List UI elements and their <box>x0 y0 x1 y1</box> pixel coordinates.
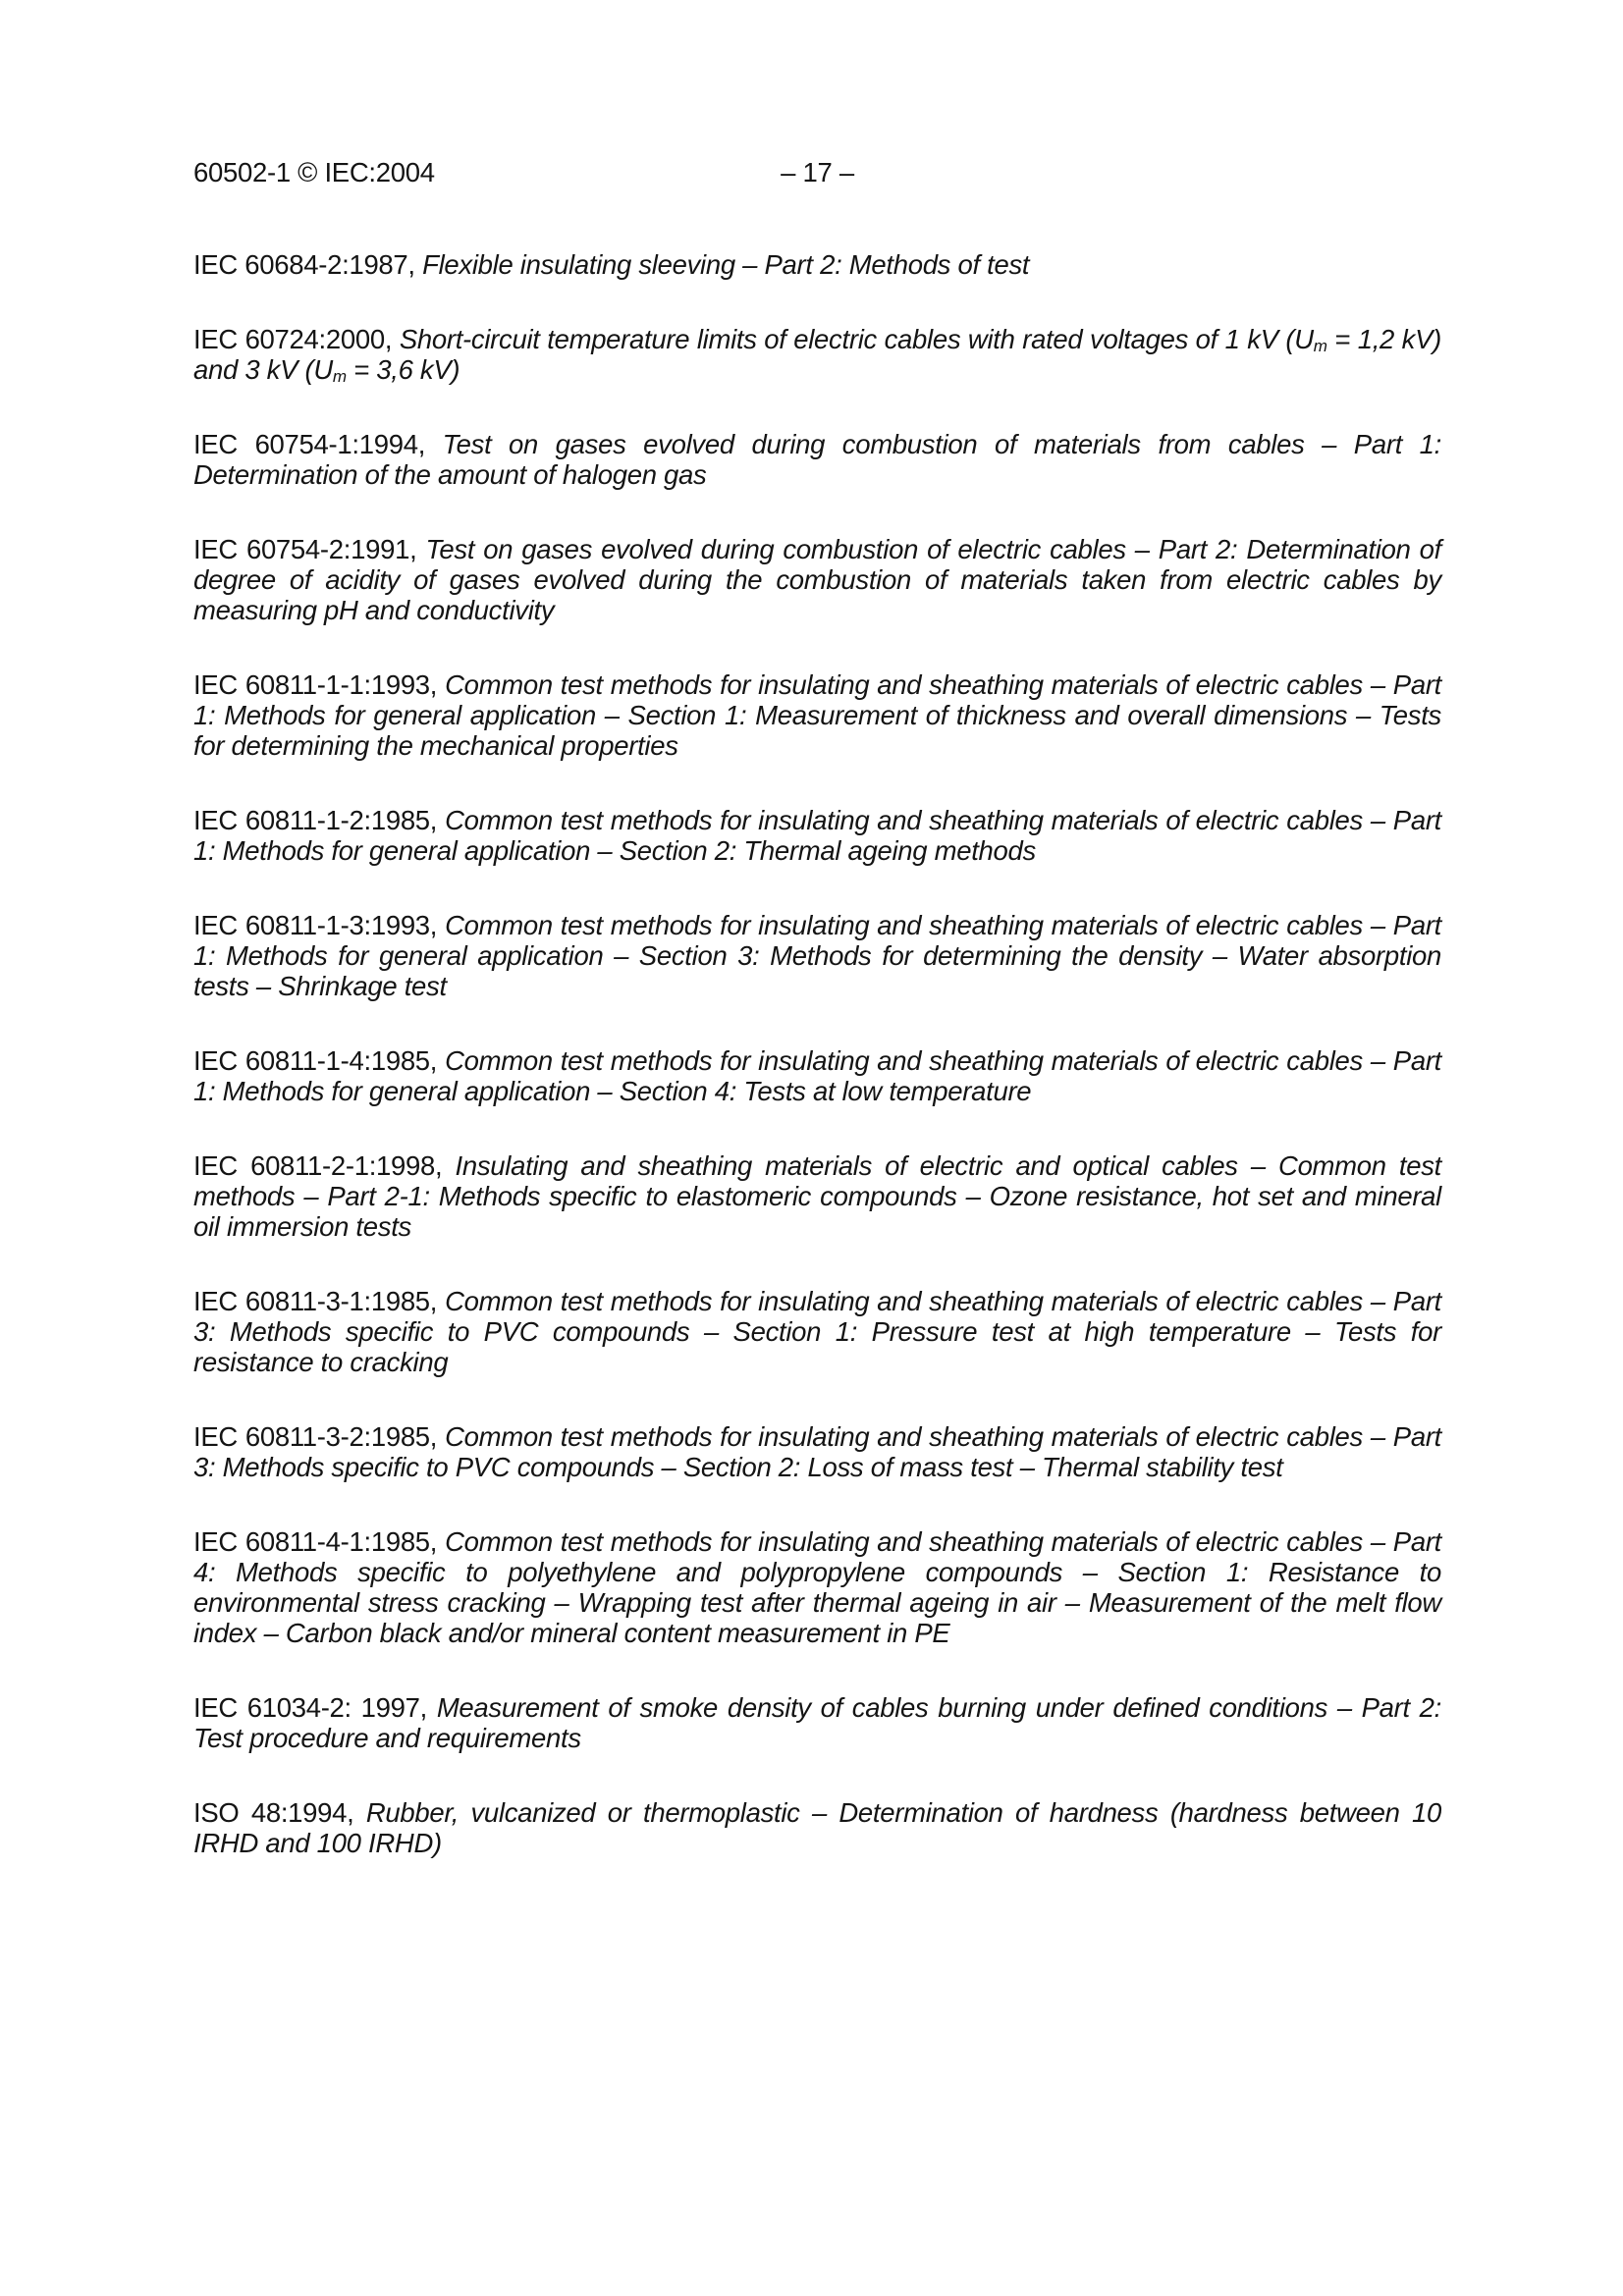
reference-title: Common test methods for insulating and sheathing materials of electric cables – Part 4: Methods specific to polyethylene and polypropylene compounds – Section 1: Resistance to environmental stress cracking – Wrapping test after thermal ageing in air – Measurement of the melt flow index – Carbon black and/or mineral content measurement in PE <box>193 1526 1442 1648</box>
reference-entry <box>193 910 1441 1001</box>
reference-entry <box>193 324 1441 385</box>
page-header <box>193 157 1441 187</box>
reference-designation: IEC 60754-1:1994, <box>193 429 426 459</box>
reference-title: Rubber, vulcanized or thermoplastic – Determination of hardness (hardness between 10 IRHD and 100 IRHD) <box>193 1797 1442 1858</box>
reference-entry <box>193 249 1441 280</box>
reference-designation: IEC 60811-1-4:1985, <box>193 1045 438 1076</box>
reference-designation: ISO 48:1994, <box>193 1797 354 1828</box>
reference-designation: IEC 60684-2:1987, <box>193 249 415 280</box>
reference-entry <box>193 669 1441 761</box>
reference-entry <box>193 1045 1441 1106</box>
reference-designation: IEC 60811-1-2:1985, <box>193 805 438 835</box>
reference-designation: IEC 60724:2000, <box>193 324 393 354</box>
reference-designation: IEC 60754-2:1991, <box>193 534 417 564</box>
reference-designation: IEC 60811-1-3:1993, <box>193 910 438 940</box>
reference-entry <box>193 1526 1441 1648</box>
reference-entry <box>193 1421 1441 1482</box>
reference-designation: IEC 60811-4-1:1985, <box>193 1526 438 1557</box>
reference-title: Measurement of smoke density of cables burning under defined conditions – Part 2: Test procedure and requirements <box>193 1692 1442 1753</box>
reference-entry <box>193 429 1441 490</box>
reference-designation: IEC 61034-2: 1997, <box>193 1692 428 1723</box>
reference-title: Short-circuit temperature limits of electric cables with rated voltages of 1 kV ($U_m = 1,2$ kV) and 3 kV ($U_m = 3,6$ kV) <box>193 324 1441 387</box>
reference-title: Common test methods for insulating and sheathing materials of electric cables – Part 3: Methods specific to PVC compounds – Section 2: Loss of mass test – Thermal stability test <box>193 1421 1442 1482</box>
reference-title: Common test methods for insulating and sheathing materials of electric cables – Part 1: Methods for general application – Section 4: Tests at low temperature <box>193 1045 1442 1106</box>
reference-title: Flexible insulating sleeving – Part 2: Methods of test <box>422 249 1030 280</box>
reference-title: Common test methods for insulating and sheathing materials of electric cables – Part 1: Methods for general application – Section 1: Measurement of thickness and overall dimensions – Tests for determining the mechanical properties <box>193 669 1442 761</box>
page-number: – 17 – <box>781 157 854 187</box>
reference-designation: IEC 60811-3-1:1985, <box>193 1286 438 1316</box>
reference-title: Test on gases evolved during combustion of materials from cables – Part 1: Determination of the amount of halogen gas <box>193 429 1441 490</box>
reference-designation: IEC 60811-2-1:1998, <box>193 1150 443 1181</box>
reference-designation: IEC 60811-1-1:1993, <box>193 669 438 700</box>
reference-designation: IEC 60811-3-2:1985, <box>193 1421 438 1452</box>
reference-title: Common test methods for insulating and sheathing materials of electric cables – Part 1: Methods for general application – Section 3: Methods for determining the density – Water absorption tests – Shrinkage test <box>193 910 1442 1001</box>
document-identifier: 60502-1 © IEC:2004 <box>193 157 435 187</box>
reference-entry <box>193 534 1441 625</box>
reference-entry <box>193 1692 1441 1753</box>
reference-entry <box>193 1150 1441 1242</box>
normative-references-list <box>193 249 1441 1858</box>
reference-entry <box>193 1797 1441 1858</box>
reference-entry <box>193 805 1441 866</box>
reference-title: Common test methods for insulating and sheathing materials of electric cables – Part 3: Methods specific to PVC compounds – Section 1: Pressure test at high temperature – Tests for resistance to cracking <box>193 1286 1442 1377</box>
reference-entry <box>193 1286 1441 1377</box>
reference-title: Common test methods for insulating and sheathing materials of electric cables – Part 1: Methods for general application – Section 2: Thermal ageing methods <box>193 805 1442 866</box>
reference-title: Test on gases evolved during combustion of electric cables – Part 2: Determination of degree of acidity of gases evolved during the combustion of materials taken from electric cables by measuring pH and conductivity <box>193 534 1442 625</box>
reference-title: Insulating and sheathing materials of electric and optical cables – Common test methods – Part 2-1: Methods specific to elastomeric compounds – Ozone resistance, hot set and mineral oil immersion tests <box>193 1150 1442 1242</box>
